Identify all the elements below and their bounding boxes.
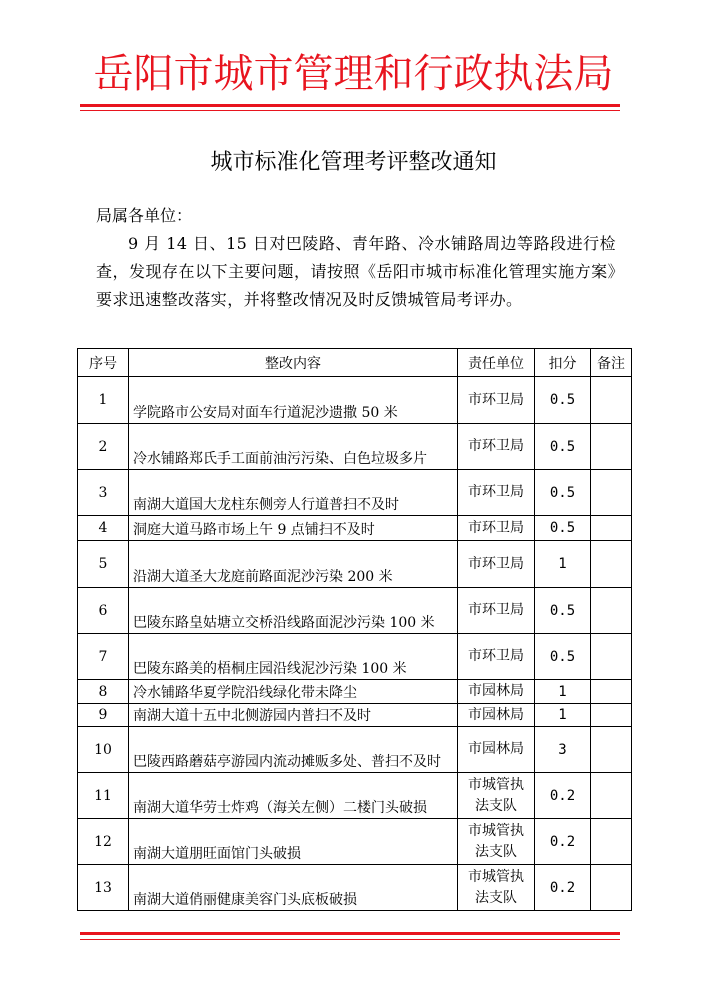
row-content: 南湖大道十五中北侧游园内普扫不及时 xyxy=(129,704,458,727)
header-content: 整改内容 xyxy=(129,349,458,377)
row-content: 巴陵东路皇姑塘立交桥沿线路面泥沙污染 100 米 xyxy=(129,588,458,634)
row-unit: 市环卫局 xyxy=(458,516,535,541)
row-num: 10 xyxy=(78,727,129,773)
header-org-name: 岳阳市城市管理和行政执法局 xyxy=(93,51,614,97)
table-row xyxy=(78,704,632,727)
table-row xyxy=(78,634,632,680)
notice-body: 9 月 14 日、15 日对巴陵路、青年路、冷水铺路周边等路段进行检查，发现存在以下主要问题，请按照《岳阳市城市标准化管理实施方案》要求迅速整改落实，并将整改情况及时反馈城管局考评办。 xyxy=(96,234,616,309)
row-num: 6 xyxy=(78,588,129,634)
row-content: 洞庭大道马路市场上午 9 点铺扫不及时 xyxy=(129,516,458,541)
row-score: 3 xyxy=(535,727,591,773)
header-rule-thin xyxy=(80,110,620,111)
row-num: 2 xyxy=(78,424,129,470)
row-num: 3 xyxy=(78,470,129,516)
table-row xyxy=(78,424,632,470)
row-score: 0.5 xyxy=(535,588,591,634)
row-score: 1 xyxy=(535,541,591,588)
row-unit: 市环卫局 xyxy=(458,541,535,588)
row-unit: 市环卫局 xyxy=(458,588,535,634)
row-score: 0.5 xyxy=(535,516,591,541)
row-unit: 市城管执法支队 xyxy=(458,819,535,865)
table-row xyxy=(78,470,632,516)
row-score: 0.2 xyxy=(535,819,591,865)
row-score: 0.5 xyxy=(535,377,591,424)
row-score: 0.5 xyxy=(535,424,591,470)
row-score: 1 xyxy=(535,680,591,704)
row-num: 12 xyxy=(78,819,129,865)
footer-rule-thick xyxy=(80,932,620,935)
row-unit: 市城管执法支队 xyxy=(458,865,535,911)
row-remark xyxy=(591,470,632,516)
row-unit: 市园林局 xyxy=(458,704,535,727)
row-unit: 市环卫局 xyxy=(458,470,535,516)
row-unit: 市园林局 xyxy=(458,727,535,773)
row-score: 1 xyxy=(535,704,591,727)
row-content: 沿湖大道圣大龙庭前路面泥沙污染 200 米 xyxy=(129,541,458,588)
salutation: 局属各单位： xyxy=(96,206,193,225)
row-content: 南湖大道华劳士炸鸡（海关左侧）二楼门头破损 xyxy=(129,773,458,819)
row-num: 4 xyxy=(78,516,129,541)
row-unit: 市园林局 xyxy=(458,680,535,704)
footer-rule-thin xyxy=(80,939,620,940)
row-num: 7 xyxy=(78,634,129,680)
row-content: 南湖大道俏丽健康美容门头底板破损 xyxy=(129,865,458,911)
table-row xyxy=(78,865,632,911)
row-num: 8 xyxy=(78,680,129,704)
rectification-table xyxy=(77,348,632,911)
row-remark xyxy=(591,541,632,588)
row-content: 南湖大道国大龙柱东侧旁人行道普扫不及时 xyxy=(129,470,458,516)
row-score: 0.2 xyxy=(535,773,591,819)
row-unit: 市环卫局 xyxy=(458,424,535,470)
table-row xyxy=(78,819,632,865)
row-remark xyxy=(591,704,632,727)
row-content: 南湖大道朋旺面馆门头破损 xyxy=(129,819,458,865)
header-rule-thick xyxy=(80,104,620,107)
row-unit: 市城管执法支队 xyxy=(458,773,535,819)
row-remark xyxy=(591,819,632,865)
row-remark xyxy=(591,588,632,634)
row-remark xyxy=(591,634,632,680)
row-score: 0.5 xyxy=(535,634,591,680)
row-unit: 市环卫局 xyxy=(458,634,535,680)
table-row xyxy=(78,541,632,588)
table-row xyxy=(78,773,632,819)
row-num: 5 xyxy=(78,541,129,588)
row-remark xyxy=(591,516,632,541)
table-row xyxy=(78,377,632,424)
row-num: 9 xyxy=(78,704,129,727)
row-remark xyxy=(591,727,632,773)
row-content: 冷水铺路郑氏手工面前油污污染、白色垃圾多片 xyxy=(129,424,458,470)
row-content: 巴陵西路蘑菇亭游园内流动摊贩多处、普扫不及时 xyxy=(129,727,458,773)
row-score: 0.2 xyxy=(535,865,591,911)
row-num: 13 xyxy=(78,865,129,911)
table-row xyxy=(78,588,632,634)
table-row xyxy=(78,727,632,773)
row-score: 0.5 xyxy=(535,470,591,516)
row-remark xyxy=(591,865,632,911)
table-row xyxy=(78,680,632,704)
header-remark: 备注 xyxy=(591,349,632,377)
header-score: 扣分 xyxy=(535,349,591,377)
table-row xyxy=(78,516,632,541)
row-content: 冷水铺路华夏学院沿线绿化带未降尘 xyxy=(129,680,458,704)
header-unit: 责任单位 xyxy=(458,349,535,377)
row-remark xyxy=(591,680,632,704)
row-content: 学院路市公安局对面车行道泥沙遗撒 50 米 xyxy=(129,377,458,424)
row-content: 巴陵东路美的梧桐庄园沿线泥沙污染 100 米 xyxy=(129,634,458,680)
row-remark xyxy=(591,377,632,424)
table-header-row xyxy=(78,349,632,377)
document-title: 城市标准化管理考评整改通知 xyxy=(210,150,497,175)
row-unit: 市环卫局 xyxy=(458,377,535,424)
row-remark xyxy=(591,773,632,819)
row-remark xyxy=(591,424,632,470)
row-num: 11 xyxy=(78,773,129,819)
header-num: 序号 xyxy=(78,349,129,377)
row-num: 1 xyxy=(78,377,129,424)
